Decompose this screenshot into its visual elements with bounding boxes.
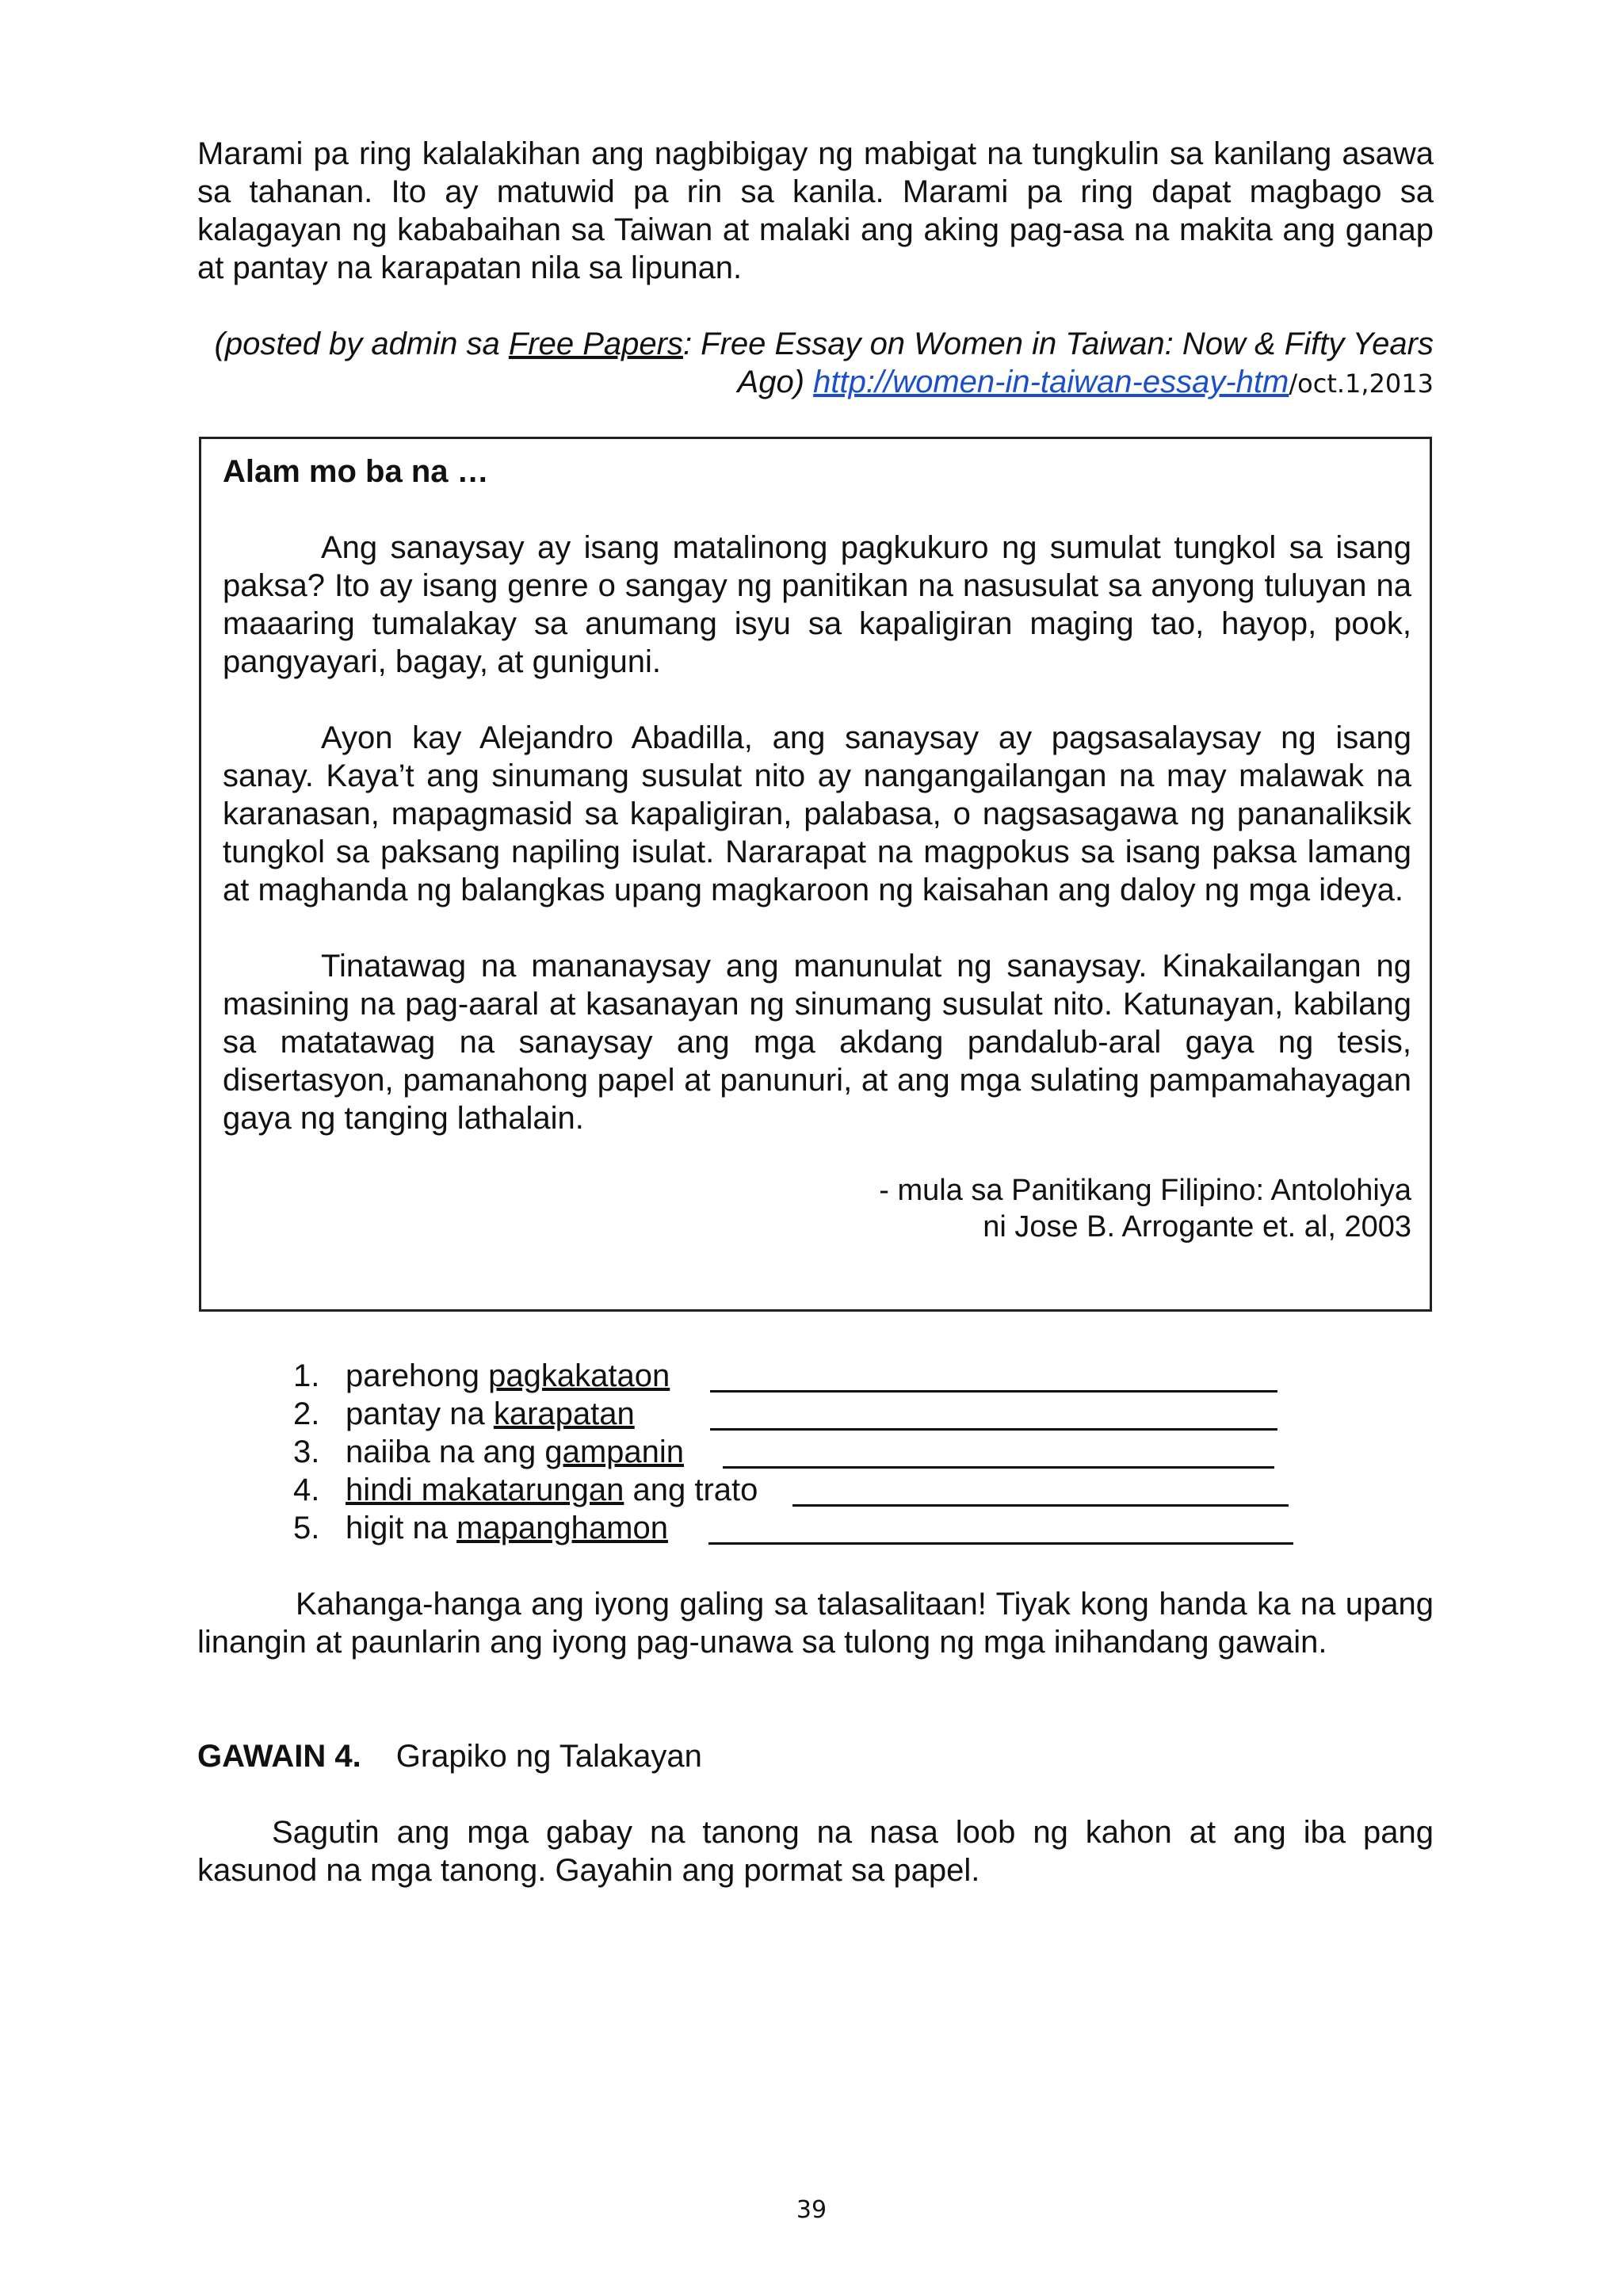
info-box-title: Alam mo ba na … bbox=[223, 454, 489, 489]
vocab-number: 5. bbox=[293, 1511, 320, 1545]
citation-prefix: (posted by admin sa bbox=[214, 327, 509, 361]
vocab-text: pantay na karapatan bbox=[346, 1396, 635, 1431]
vocabulary-list bbox=[293, 1357, 1323, 1547]
info-source-line-1: - mula sa Panitikang Filipino: Antolohiya bbox=[879, 1174, 1411, 1207]
instructions-paragraph: Sagutin ang mga gabay na tanong na nasa loob ng kahon at ang iba pang kasunod na mga tanong. Gayahin ang pormat sa papel. bbox=[197, 1815, 1434, 1888]
vocab-word: hindi makatarungan bbox=[346, 1473, 624, 1507]
vocab-number: 1. bbox=[293, 1358, 320, 1393]
vocab-text: naiiba na ang gampanin bbox=[346, 1435, 685, 1469]
vocab-word: karapatan bbox=[493, 1396, 635, 1431]
vocab-item bbox=[293, 1471, 1323, 1509]
citation bbox=[197, 325, 1434, 403]
answer-blank[interactable] bbox=[792, 1504, 1289, 1507]
page-number: 39 bbox=[796, 2196, 827, 2224]
vocab-number: 3. bbox=[293, 1435, 320, 1469]
citation-date: /oct.1,2013 bbox=[1289, 369, 1434, 399]
vocab-text: hindi makatarungan ang trato bbox=[346, 1473, 758, 1507]
vocab-item bbox=[293, 1509, 1323, 1547]
vocab-word: mapanghamon bbox=[456, 1511, 668, 1545]
info-paragraph-3: Tinatawag na mananaysay ang manunulat ng sanaysay. Kinakailangan ng masining na pag-aaral at kasanayan ng sinumang susulat nito. Katunayan, kabilang sa matatawag na sanaysay ang mga akdang pandalub-aral gaya ng tesis, disertasyon, pamanahong papel at panunuri, at ang mga sulating pampamahayagan gaya ng tanging lathalain. bbox=[223, 949, 1411, 1136]
vocab-text: higit na mapanghamon bbox=[346, 1511, 668, 1545]
vocab-number: 4. bbox=[293, 1473, 320, 1507]
citation-url-link[interactable]: http://women-in-taiwan-essay-htm bbox=[813, 365, 1289, 399]
vocab-number: 2. bbox=[293, 1396, 320, 1431]
vocab-text: parehong pagkakataon bbox=[346, 1358, 670, 1393]
citation-title: : Free Essay on Women in Taiwan: Now & Fifty Years Ago) bbox=[682, 327, 1434, 399]
activity-title: Grapiko ng Talakayan bbox=[395, 1739, 702, 1774]
citation-site: Free Papers bbox=[508, 327, 683, 361]
info-source-line-2: ni Jose B. Arrogante et. al, 2003 bbox=[983, 1210, 1411, 1244]
activity-label: GAWAIN 4. bbox=[197, 1739, 361, 1774]
vocab-word: pagkakataon bbox=[488, 1358, 670, 1393]
info-source bbox=[223, 1172, 1411, 1245]
activity-heading bbox=[197, 1737, 702, 1775]
praise-paragraph: Kahanga-hanga ang iyong galing sa talasalitaan! Tiyak kong handa ka na upang linangin at paunlarin ang iyong pag-unawa sa tulong ng mga inihandang gawain. bbox=[197, 1587, 1434, 1660]
info-paragraph-2: Ayon kay Alejandro Abadilla, ang sanaysay ay pagsasalaysay ng isang sanay. Kaya’t ang sinumang susulat nito ay nangangailangan na may malawak na karanasan, mapagmasid sa kapaligiran, palabasa, o nagsasagawa ng pananaliksik tungkol sa paksang napiling isulat. Nararapat na magpokus sa isang paksa lamang at maghanda ng balangkas upang magkaroon ng kaisahan ang daloy ng mga ideya. bbox=[223, 720, 1411, 907]
answer-blank[interactable] bbox=[708, 1542, 1293, 1545]
info-box bbox=[199, 437, 1432, 1312]
answer-blank[interactable] bbox=[723, 1466, 1274, 1469]
vocab-item bbox=[293, 1357, 1323, 1395]
intro-paragraph: Marami pa ring kalalakihan ang nagbibigay ng mabigat na tungkulin sa kanilang asawa sa tahanan. Ito ay matuwid pa rin sa kanila. Marami pa ring dapat magbago sa kalagayan ng kababaihan sa Taiwan at malaki ang aking pag-asa na makita ang ganap at pantay na karapatan nila sa lipunan. bbox=[197, 136, 1434, 285]
vocab-item bbox=[293, 1395, 1323, 1433]
vocab-word: gampanin bbox=[544, 1435, 685, 1469]
vocab-item bbox=[293, 1433, 1323, 1471]
answer-blank[interactable] bbox=[710, 1428, 1277, 1431]
answer-blank[interactable] bbox=[710, 1390, 1277, 1392]
info-paragraph-1: Ang sanaysay ay isang matalinong pagkukuro ng sumulat tungkol sa isang paksa? Ito ay isang genre o sangay ng panitikan na nasusulat sa anyong tuluyan na maaaring tumalakay sa anumang isyu sa kapaligiran maging tao, hayop, pook, pangyayari, bagay, at guniguni. bbox=[223, 530, 1411, 679]
